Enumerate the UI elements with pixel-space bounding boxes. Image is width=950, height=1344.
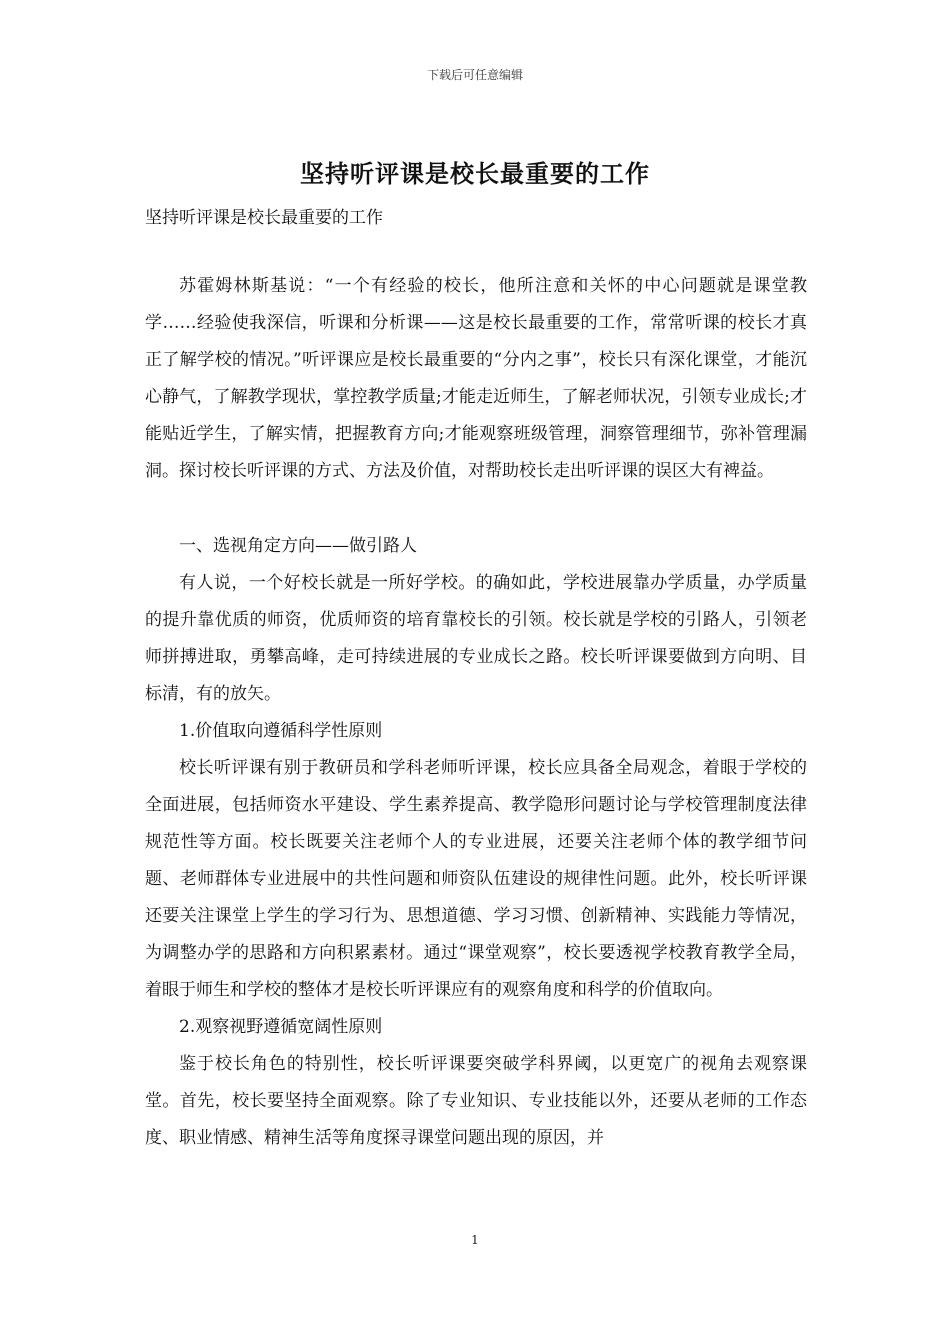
heading-value-orientation: 1.价值取向遵循科学性原则 [179,721,383,741]
document-subtitle: 坚持听评课是校长最重要的工作 [145,208,383,228]
paragraph-intro: 苏霍姆林斯基说：“一个有经验的校长，他所注意和关怀的中心问题就是课堂教学……经验使我深信，听课和分析课——这是校长最重要的工作，常常听课的校长才真正了解学校的情况。”听评课应是校长最重要的“分内之事”，校长只有深化课堂，才能沉心静气，了解教学现状，掌控教学质量;才能走近师生，了解老师状况，引领专业成长;才能贴近学生，了解实情，把握教育方向;才能观察班级管理，洞察管理细节，弥补管理漏洞。探讨校长听评课的方式、方法及价值，对帮助校长走出听评课的误区大有裨益。 [145,276,807,481]
paragraph-direction: 有人说，一个好校长就是一所好学校。的确如此，学校进展靠办学质量，办学质量的提升靠优质的师资，优质师资的培育靠校长的引领。校长就是学校的引路人，引领老师拼搏进取，勇攀高峰，走可持续进展的专业成长之路。校长听评课要做到方向明、目标清，有的放矢。 [145,573,807,704]
header-note: 下载后可任意编辑 [426,68,523,82]
body-section-1 [145,268,807,490]
document-title: 坚持听评课是校长最重要的工作 [300,159,650,188]
heading-observation-view: 2.观察视野遵循宽阔性原则 [179,1017,383,1037]
heading-section-1: 一、选视角定方向——做引路人 [179,536,417,556]
page-number: 1 [471,1233,479,1247]
body-section-2 [145,528,807,1157]
paragraph-value-orientation: 校长听评课有别于教研员和学科老师听评课，校长应具备全局观念，着眼于学校的全面进展，包括师资水平建设、学生素养提高、教学隐形问题讨论与学校管理制度法律规范性等方面。校长既要关注老师个人的专业进展，还要关注老师个体的教学细节问题、老师群体专业进展中的共性问题和师资队伍建设的规律性问题。此外，校长听评课还要关注课堂上学生的学习行为、思想道德、学习习惯、创新精神、实践能力等情况，为调整办学的思路和方向积累素材。通过“课堂观察”，校长要透视学校教育教学全局，着眼于师生和学校的整体才是校长听评课应有的观察角度和科学的价值取向。 [145,758,807,1000]
paragraph-observation-view: 鉴于校长角色的特别性，校长听评课要突破学科界阈，以更宽广的视角去观察课堂。首先，校长要坚持全面观察。除了专业知识、专业技能以外，还要从老师的工作态度、职业情感、精神生活等角度探寻课堂问题出现的原因，并 [145,1054,807,1148]
